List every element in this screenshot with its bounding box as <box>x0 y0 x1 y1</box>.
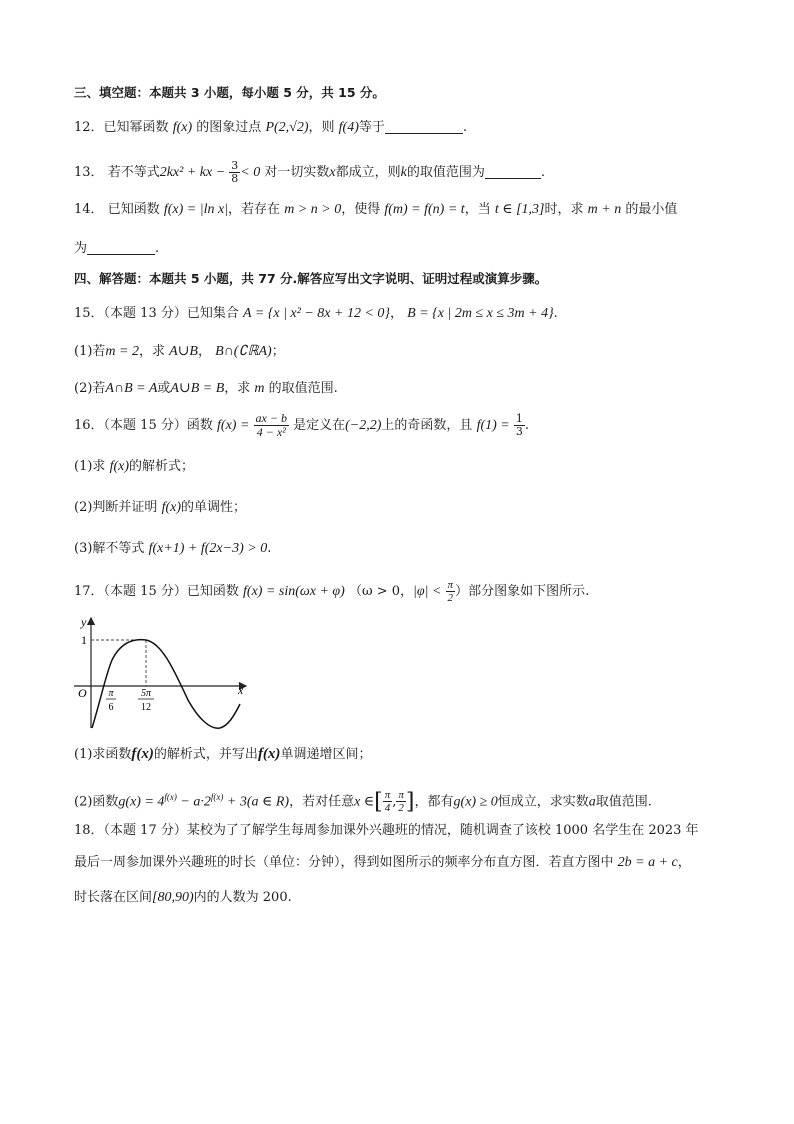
q17-p2-lo-num: π <box>384 789 391 802</box>
q13-answer-blank <box>485 164 541 179</box>
q16-condition: f(1) = <box>476 418 510 433</box>
q17-cond3: ） <box>455 584 469 599</box>
q15-p1-label: (1)若 <box>74 344 106 359</box>
q13-text-post: 的取值范围为 <box>406 165 485 180</box>
q15-number: 15． <box>74 306 104 321</box>
q17-p2-mid2: + 3(a ∈ R) <box>223 794 290 810</box>
q17-p2-hi-den: 2 <box>398 802 404 815</box>
q15-p2-m: m <box>254 381 265 396</box>
q16-frac-num: ax − b <box>255 411 287 425</box>
q15-comma: ， <box>390 306 404 321</box>
q18-l2-pre: 最后一周参加课外兴趣班的时长（单位：分钟），得到如图所示的频率分布直方图．若直方图中 <box>74 855 614 870</box>
section-four-header: 四、解答题：本题共 5 小题，共 77 分.解答应写出文字说明、证明过程或演算步骤。 <box>74 271 548 286</box>
q15-end: . <box>553 306 558 321</box>
section-three-header: 三、填空题：本题共 3 小题，每小题 5 分，共 15 分。 <box>74 85 385 100</box>
q17-cond2: |φ| < <box>413 584 442 599</box>
q15-p2-or: 或 <box>157 381 171 396</box>
q17-p2-bracket-right: ] <box>405 789 415 815</box>
q16-end: . <box>524 418 530 433</box>
question-15 <box>74 303 724 325</box>
q17-text-pre: 已知函数 <box>186 584 239 599</box>
q17-p2-label: (2)函数 <box>74 794 119 810</box>
q13-number: 13． <box>74 165 104 180</box>
q17-p2-hi-num: π <box>398 789 404 802</box>
q15-p2-mid: ，求 <box>224 381 251 396</box>
graph-x-label: x <box>238 683 244 697</box>
q13-lt: < 0 <box>240 165 261 180</box>
q14-text-pre: 已知函数 <box>107 202 160 217</box>
q14-sum: m + n <box>587 202 622 217</box>
q17-p2-x: x ∈ <box>354 794 375 810</box>
question-18-line-2 <box>74 852 724 874</box>
q16-text-mid1: 是定义在 <box>293 418 346 433</box>
q15-score: （本题 13 分） <box>103 306 187 321</box>
q17-p1-f2: f(x) <box>257 746 281 762</box>
question-14 <box>74 199 724 221</box>
q13-var-x: x <box>329 165 336 180</box>
q15-p1-intersection: B∩(∁ℝA) <box>215 344 272 359</box>
question-13 <box>74 160 724 185</box>
graph-sine-curve <box>92 640 240 729</box>
q18-l3-pre: 时长落在区间 <box>74 890 153 905</box>
q14-text-mid3: ，当 <box>464 202 491 217</box>
question-15-part-2 <box>74 378 724 400</box>
q16-p2-f: f(x) <box>161 500 181 515</box>
q13-frac-num: 3 <box>231 159 239 172</box>
q17-sine-graph <box>70 610 260 735</box>
q14-answer-blank <box>87 240 155 255</box>
q16-p3-label: (3)解不等式 <box>74 541 145 556</box>
q12-text-post: 等于 <box>358 120 385 135</box>
q14-equation: f(m) = f(n) = t <box>384 202 465 217</box>
question-16 <box>74 412 724 439</box>
graph-tick1-num: π <box>108 688 114 699</box>
q17-p2-hi-fraction <box>396 789 406 814</box>
q16-fraction <box>254 412 289 439</box>
q12-text-pre: 已知幂函数 <box>103 120 169 135</box>
q13-expression: 2kx² + kx − <box>159 165 226 180</box>
q17-p2-any: ，若对任意 <box>289 794 355 810</box>
question-16-part-2 <box>74 497 724 519</box>
graph-one-label: 1 <box>81 633 87 647</box>
q15-p2-post: 的取值范围. <box>268 381 338 396</box>
q13-frac-den: 8 <box>231 172 239 185</box>
q18-l3-interval: [80,90) <box>152 890 194 905</box>
q14-text-mid2: ，使得 <box>341 202 381 217</box>
q14-number: 14． <box>74 202 104 217</box>
q15-p1-comma: ， <box>197 344 211 359</box>
question-14-line2 <box>74 238 724 260</box>
q17-pi-fraction <box>446 579 456 604</box>
question-18-line-3 <box>74 887 724 909</box>
q13-text-pre: 若不等式 <box>107 165 160 180</box>
q15-set-b: B = {x | 2m ≤ x ≤ 3m + 4} <box>407 306 554 321</box>
q14-range: t ∈ [1,3] <box>494 202 545 217</box>
q17-pi-num: π <box>447 579 454 591</box>
q17-p1-post: 单调递增区间； <box>280 747 372 762</box>
q16-cond-den: 3 <box>515 425 523 438</box>
q12-point: P(2,√2) <box>265 120 309 135</box>
q14-end: . <box>155 241 160 256</box>
q17-cond1: （ω > 0， <box>348 584 414 599</box>
q15-p2-a: A∩B = A <box>105 381 158 396</box>
q17-p2-post2: 取值范围. <box>595 794 652 810</box>
q14-text-mid1: ，若存在 <box>228 202 281 217</box>
graph-tick1-den: 6 <box>108 702 114 713</box>
question-17 <box>74 579 724 604</box>
q13-text-mid1: 对一切实数 <box>264 165 330 180</box>
q15-p1-mid: ，求 <box>138 344 165 359</box>
q17-p2-all: ，都有 <box>414 794 454 810</box>
q14-condition: m > n > 0 <box>284 202 342 217</box>
q12-text-mid: 的图象过点 <box>196 120 262 135</box>
question-17-part-2: (2)函数$g(x) = 4^{f(x)} - a\cdot 2^{f(x)} + 3(a$ ∈ R)，若对任意x ∈[ $\frac{\pi}{4}$ , $\frac{\pi}{2}$ ]，都有g(x) ≥ 0恒成立，求实数a取值范围. <box>74 789 652 815</box>
graph-origin-label: O <box>78 686 87 700</box>
question-16-part-1 <box>74 456 724 478</box>
q12-answer-blank <box>385 119 463 134</box>
question-12 <box>74 117 724 139</box>
q12-number: 12． <box>74 120 104 135</box>
q16-p2-label: (2)判断并证明 <box>74 500 158 515</box>
q17-p2-lo-den: 4 <box>384 802 391 815</box>
graph-tick2-num: 5π <box>140 688 152 699</box>
q16-p3-end: . <box>267 541 272 556</box>
q15-p1-union: A∪B <box>169 344 198 359</box>
q14-text-line2: 为 <box>74 241 88 256</box>
q12-text-comma: ，则 <box>308 120 335 135</box>
q16-domain: (−2,2) <box>345 418 382 433</box>
q15-set-a: A = {x | x² − 8x + 12 < 0} <box>243 306 390 321</box>
q18-l2-end: ， <box>677 855 691 870</box>
question-18-line-1: 18．（本题 17 分）某校为了了解学生每周参加课外兴趣班的情况，随机调查了该校 1000 名学生在 2023 年 <box>74 823 699 838</box>
q16-p2-post: 的单调性； <box>181 500 247 515</box>
q13-fraction <box>229 160 240 185</box>
q17-score: （本题 15 分） <box>103 584 187 599</box>
q17-p1-label: (1)求函数 <box>74 747 132 762</box>
q16-function: f(x) = <box>217 418 250 433</box>
q16-cond-num: 1 <box>515 412 523 425</box>
question-16-part-3 <box>74 538 724 560</box>
q17-p1-f1: f(x) <box>131 746 154 762</box>
q15-p1-m: m = 2 <box>105 344 139 359</box>
q17-pi-den: 2 <box>447 592 454 604</box>
q13-var-k: k <box>400 165 407 180</box>
question-15-part-1 <box>74 341 724 363</box>
q17-p2-sup1: f(x) <box>164 792 177 802</box>
q17-p2-bracket-left: [ <box>374 789 383 815</box>
q15-p2-label: (2)若 <box>74 381 106 396</box>
q17-text-post: 部分图象如下图所示. <box>468 584 590 599</box>
q17-number: 17． <box>74 584 104 599</box>
q13-end: . <box>540 165 546 180</box>
q17-p2-sup2: f(x) <box>210 792 224 802</box>
q17-p2-mid1: − a·2 <box>176 794 211 810</box>
q16-cond-fraction <box>514 413 525 438</box>
q16-text-pre: 函数 <box>186 418 213 433</box>
q16-score: （本题 15 分） <box>103 418 187 433</box>
q16-number: 16． <box>74 418 104 433</box>
q17-p2-g: g(x) = 4 <box>118 794 165 810</box>
q13-text-mid2: 都成立，则 <box>335 165 401 180</box>
q14-function: f(x) = |ln x| <box>163 202 229 217</box>
q18-l3-post: 内的人数为 200. <box>193 890 292 905</box>
q17-function: f(x) = sin(ωx + φ) <box>243 584 345 599</box>
q17-p1-mid: 的解析式，并写出 <box>153 747 258 762</box>
q15-p2-b: A∪B = B <box>170 381 225 396</box>
question-17-part-1 <box>74 743 724 766</box>
graph-tick2-den: 12 <box>141 702 151 713</box>
q16-p1-post: 的解析式； <box>129 459 195 474</box>
q17-p2-post1: 恒成立，求实数 <box>497 794 589 810</box>
q17-p2-lo-fraction <box>383 789 393 814</box>
q12-end: . <box>462 120 468 135</box>
q12-function: f(x) <box>172 120 193 135</box>
q12-function-value: f(4) <box>338 120 359 135</box>
graph-y-label: y <box>81 615 87 629</box>
q17-p2-a: a <box>588 794 596 810</box>
q16-p1-f: f(x) <box>109 459 129 474</box>
q16-text-mid2: 上的奇函数，且 <box>381 418 473 433</box>
q15-p1-end: ； <box>271 344 285 359</box>
q16-p3-inequality: f(x+1) + f(2x−3) > 0 <box>148 541 268 556</box>
q17-p2-ge: g(x) ≥ 0 <box>453 794 498 810</box>
q14-text-post: 的最小值 <box>625 202 678 217</box>
q18-l2-equation: 2b = a + c <box>617 855 678 870</box>
q16-p1-label: (1)求 <box>74 459 106 474</box>
q14-text-mid4: 时，求 <box>544 202 584 217</box>
q16-frac-den: 4 − x² <box>256 425 286 439</box>
q15-text-pre: 已知集合 <box>186 306 239 321</box>
